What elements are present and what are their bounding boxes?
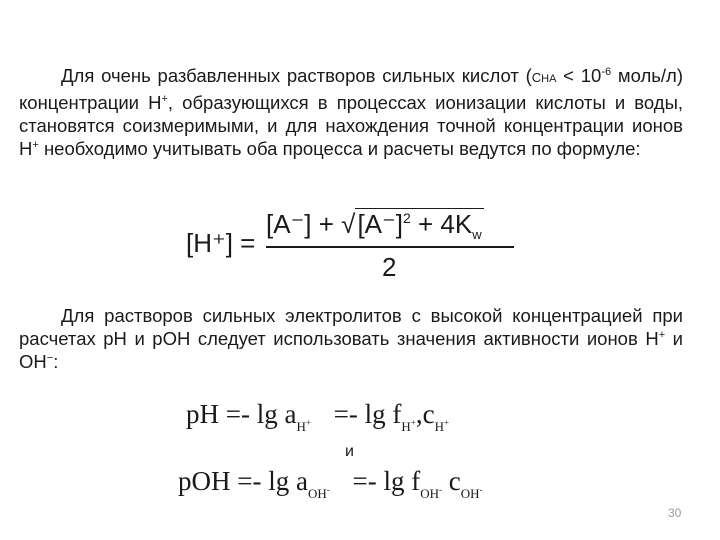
c-subscript: HA xyxy=(541,73,557,85)
ph-sub-1: H+ xyxy=(296,417,311,434)
p1-text-4: , образующихся в процессах ионизации кислоты и воды, становятся соизмеримыми, и для нахождения точной концентрации ионов H xyxy=(19,92,684,159)
poh-sub-2: OH- xyxy=(420,484,442,501)
poh-sub-1: OH- xyxy=(307,484,330,501)
paragraph-dilute-acids xyxy=(19,64,683,160)
page-number: 30 xyxy=(668,506,682,520)
formula1-lhs: [H⁺] = xyxy=(186,228,256,258)
exponent: -6 xyxy=(601,65,612,78)
ph-sub-2: H+ xyxy=(401,417,416,434)
formula-poh xyxy=(178,466,483,501)
oh-minus-sup: − xyxy=(46,351,54,364)
formula1-rad-a: [A⁻] xyxy=(357,209,403,239)
ph-lhs: pH =- lg a xyxy=(186,399,297,429)
formula1-radicand xyxy=(355,208,483,240)
poh-sub-3: OH- xyxy=(460,484,483,501)
p1-text-1: Для очень разбавленных растворов сильных кислот ( xyxy=(61,65,532,86)
c-symbol: C xyxy=(531,70,542,85)
fraction-bar xyxy=(266,246,514,248)
h-plus-sup-2: + xyxy=(32,138,39,151)
p2-text-1: Для растворов сильных электролитов с высокой концентрацией при расчетах pH и pOH следует использовать значения активности ионов H xyxy=(19,305,683,349)
conjunction-and: и xyxy=(345,443,354,460)
formula-h-plus-concentration xyxy=(186,208,526,284)
ph-sub-3: H+ xyxy=(434,417,450,434)
poh-mid: =- lg f xyxy=(345,466,421,496)
formula-ph xyxy=(186,399,450,434)
formula1-term1: [A⁻] + xyxy=(266,209,342,239)
formula1-square: 2 xyxy=(402,210,411,226)
h-plus-sup-1: + xyxy=(161,92,168,105)
poh-c: c xyxy=(441,466,461,496)
p1-text-3: моль/л) концентрации H xyxy=(19,65,683,113)
p2-text-2: и OH xyxy=(19,328,683,372)
ph-c: ,c xyxy=(415,399,435,429)
p1-text-5: необходимо учитывать оба процесса и расчеты ведутся по формуле: xyxy=(38,138,641,159)
formula1-sub-w: w xyxy=(472,227,482,242)
paragraph-strong-electrolytes xyxy=(19,304,683,373)
formula1-numerator xyxy=(266,208,484,240)
poh-lhs: pOH =- lg a xyxy=(178,466,308,496)
radical-sign: √ xyxy=(341,209,356,239)
p1-text-2: < 10 xyxy=(556,65,602,86)
ph-mid: =- lg f xyxy=(326,399,402,429)
h-plus-sup-3: + xyxy=(658,328,666,341)
formula1-denominator: 2 xyxy=(382,252,397,282)
formula1-rad-b: + 4K xyxy=(410,209,473,239)
p2-text-3: : xyxy=(53,351,59,372)
